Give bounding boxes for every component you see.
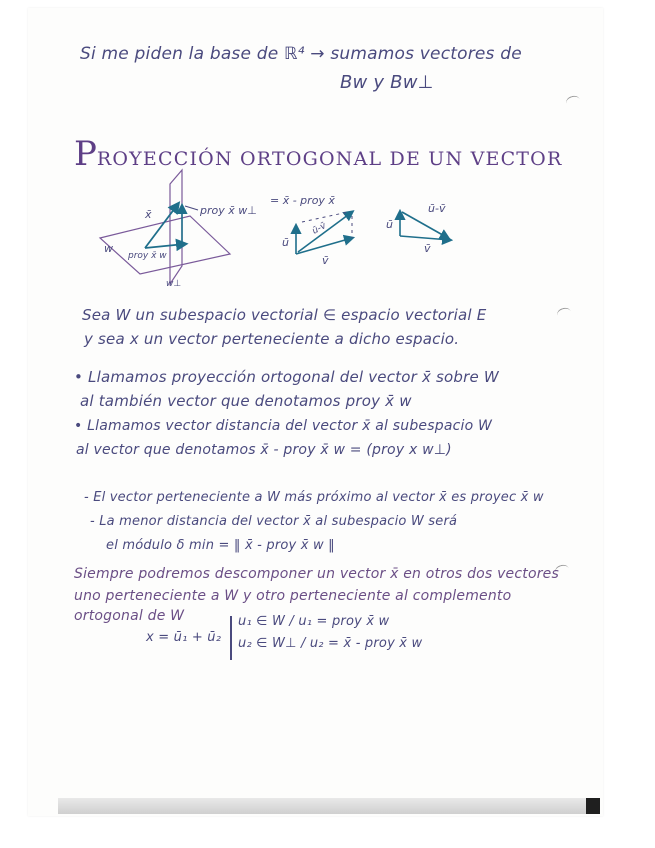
tri1-label-v: v̄	[322, 254, 329, 267]
tri1-label-u-v: ū-v̄	[310, 221, 329, 237]
tri1-v-arrow	[296, 238, 352, 254]
title-rest: ROYECCIÓN ORTOGONAL DE UN VECTOR	[96, 148, 563, 170]
formula-divider	[230, 616, 232, 660]
vector-proj-w-arrow	[145, 244, 185, 248]
label-w: w	[104, 242, 113, 255]
formula-right-2: u₂ ∈ W⊥ / u₂ = x̄ - proy x̄ w	[238, 636, 423, 651]
tri2-label-v: v̄	[424, 242, 431, 255]
definition-line-2: y sea x un vector perteneciente a dicho espacio.	[84, 330, 460, 348]
remark-2-line-1: - La menor distancia del vector x̄ al subespacio W será	[90, 514, 458, 529]
tri2-label-u-v: ū-v̄	[428, 202, 446, 215]
label-x: x̄	[145, 208, 152, 221]
formula-left: x = ū₁ + ū₂	[146, 630, 222, 645]
decomposition-line-1: Siempre podremos descomponer un vector x̄ en otros dos vectores	[74, 566, 559, 582]
notebook-page	[28, 8, 603, 816]
bullet-2-line-2: al vector que denotamos x̄ - proy x̄ w = (proy x w⊥)	[76, 442, 452, 458]
bullet-1-line-1: • Llamamos proyección ortogonal del vector x̄ sobre W	[74, 368, 499, 386]
tri2-v-arrow	[400, 236, 450, 240]
remark-1: - El vector perteneciente a W más próximo al vector x̄ es proyec x̄ w	[84, 490, 544, 505]
tri1-label-u: ū	[282, 236, 289, 249]
intro-line-1: Si me piden la base de ℝ⁴ → sumamos vectores de	[80, 44, 522, 64]
title-initial: P	[74, 134, 97, 174]
definition-line-1: Sea W un subespacio vectorial ∈ espacio vectorial E	[82, 306, 487, 324]
remark-2-line-2: el módulo δ min = ‖ x̄ - proy x̄ w ‖	[106, 538, 335, 553]
decomposition-line-3: ortogonal de W	[74, 608, 185, 624]
tri2-diff-arrow	[402, 212, 448, 238]
formula-right-1: u₁ ∈ W / u₁ = proy x̄ w	[238, 614, 390, 629]
label-w-perp: w⊥	[166, 279, 182, 289]
plane-w	[100, 216, 230, 274]
bullet-1-line-2: al también vector que denotamos proy x̄ w	[80, 392, 412, 410]
projection-diagram	[90, 166, 470, 296]
label-proj-w-perp: proy x̄ w⊥	[200, 204, 257, 217]
intro-line-2: Bw y Bw⊥	[340, 72, 434, 93]
page-bottom-shadow	[58, 798, 598, 814]
label-proj-w: proy x̄ w	[128, 251, 167, 261]
tri2-label-u: ū	[386, 218, 393, 231]
page-corner-mark	[586, 798, 600, 814]
decomposition-line-2: uno perteneciente a W y otro perteneciente al complemento	[74, 588, 512, 604]
label-equation: = x̄ - proy x̄	[270, 194, 335, 207]
bullet-2-line-1: • Llamamos vector distancia del vector x̄ al subespacio W	[74, 418, 493, 434]
leader-line	[185, 206, 198, 210]
